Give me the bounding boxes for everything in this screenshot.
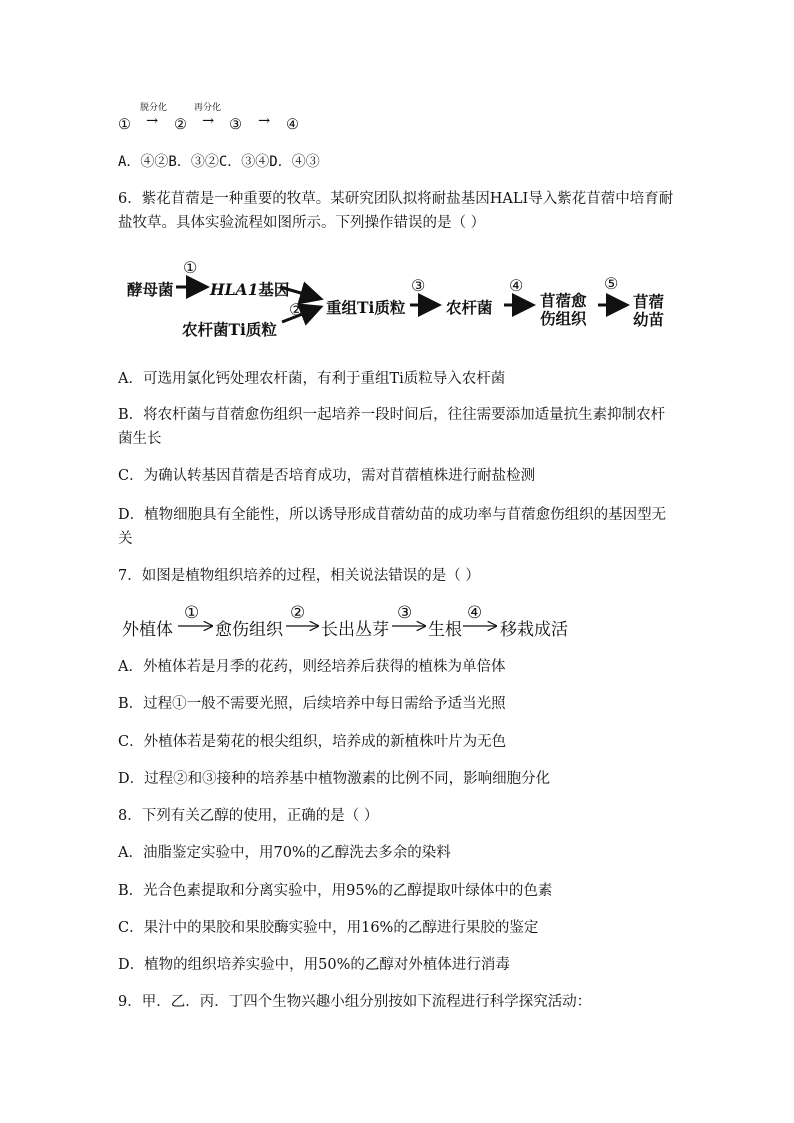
- q8-option-c: C．果汁中的果胶和果胶酶实验中，用16%的乙醇进行果胶的鉴定: [118, 920, 539, 936]
- q6-option-d-line1: D．植物细胞具有全能性，所以诱导形成苜蓿幼苗的成功率与苜蓿愈伤组织的基因型无: [118, 507, 667, 523]
- node-yeast: 酵母菌: [127, 280, 174, 299]
- q8-option-d: D．植物的组织培养实验中，用50%的乙醇对外植体进行消毒: [118, 957, 510, 973]
- step-3: ③: [411, 276, 426, 295]
- q6-option-a: A．可选用氯化钙处理农杆菌，有利于重组Ti质粒导入农杆菌: [118, 371, 506, 387]
- flow-arrow-3: →: [258, 113, 271, 129]
- q6-option-d-line2: 关: [118, 531, 133, 547]
- q8-stem: 8．下列有关乙醇的使用，正确的是（ ）: [118, 808, 379, 824]
- q8-option-a: A．油脂鉴定实验中，用70%的乙醇洗去多余的染料: [118, 845, 451, 861]
- flow-item-4: ④: [286, 117, 299, 133]
- node-recombinant-ti: 重组Ti质粒: [326, 298, 406, 317]
- node-callus-line1: 苜蓿愈: [540, 291, 587, 310]
- q7-option-c: C．外植体若是菊花的根尖组织，培养成的新植株叶片为无色: [118, 734, 507, 750]
- step-1: ①: [183, 258, 198, 277]
- q7-step-4: ④: [467, 603, 483, 623]
- q7-step-3: ③: [397, 603, 413, 623]
- q6-option-b-line1: B．将农杆菌与苜蓿愈伤组织一起培养一段时间后，往往需要添加适量抗生素抑制农杆: [118, 407, 666, 423]
- step-5: ⑤: [604, 274, 619, 293]
- node-seedling-line1: 苜蓿: [633, 292, 665, 311]
- flow-label-redifferentiation: 再分化: [194, 103, 222, 113]
- q7-step-1: ①: [184, 603, 200, 623]
- q7-node-transplant: 移栽成活: [500, 620, 568, 640]
- flow-item-2: ②: [174, 117, 187, 133]
- q6-option-b-line2: 菌生长: [118, 431, 162, 447]
- gene-name-italic: HLA1: [210, 280, 259, 299]
- q9-stem: 9．甲．乙．丙．丁四个生物兴趣小组分别按如下流程进行科学探究活动：: [118, 994, 592, 1010]
- flow-item-3: ③: [229, 117, 242, 133]
- step-2: ②: [289, 300, 304, 319]
- q8-option-b: B．光合色素提取和分离实验中，用95%的乙醇提取叶绿体中的色素: [118, 883, 553, 899]
- q6-option-c: C．为确认转基因苜蓿是否培育成功，需对苜蓿植株进行耐盐检测: [118, 468, 536, 484]
- node-agro-ti: 农杆菌Ti质粒: [182, 320, 277, 339]
- q7-node-explant: 外植体: [122, 620, 173, 640]
- q7-step-2: ②: [290, 603, 306, 623]
- q6-stem-line1: 6．紫花苜蓿是一种重要的牧草。某研究团队拟将耐盐基因HALI导入紫花苜蓿中培育耐: [118, 191, 674, 207]
- q5-options: A．④②B．③②C．③④D．④③: [118, 154, 320, 170]
- q7-stem: 7．如图是植物组织培养的过程，相关说法错误的是（ ）: [118, 568, 480, 584]
- flow-arrow-1: →: [146, 113, 159, 129]
- flow-item-1: ①: [118, 117, 131, 133]
- flow-label-dedifferentiation: 脱分化: [140, 103, 168, 113]
- q7-node-callus: 愈伤组织: [215, 620, 283, 640]
- step-4: ④: [509, 276, 524, 295]
- gene-suffix: 基因: [258, 280, 290, 299]
- node-callus-line2: 伤组织: [540, 309, 587, 328]
- flow-arrow-2: →: [202, 113, 215, 129]
- q7-option-a: A．外植体若是月季的花药，则经培养后获得的植株为单倍体: [118, 659, 506, 675]
- q7-node-shoots: 长出丛芽: [321, 620, 389, 640]
- q6-stem-line2: 盐牧草。具体实验流程如图所示。下列操作错误的是（ ）: [118, 215, 486, 231]
- q7-option-d: D．过程②和③接种的培养基中植物激素的比例不同，影响细胞分化: [118, 771, 551, 787]
- q7-node-rooting: 生根: [428, 620, 462, 640]
- q7-option-b: B．过程①一般不需要光照，后续培养中每日需给予适当光照: [118, 696, 506, 712]
- node-agro: 农杆菌: [446, 298, 493, 317]
- node-seedling-line2: 幼苗: [633, 310, 665, 329]
